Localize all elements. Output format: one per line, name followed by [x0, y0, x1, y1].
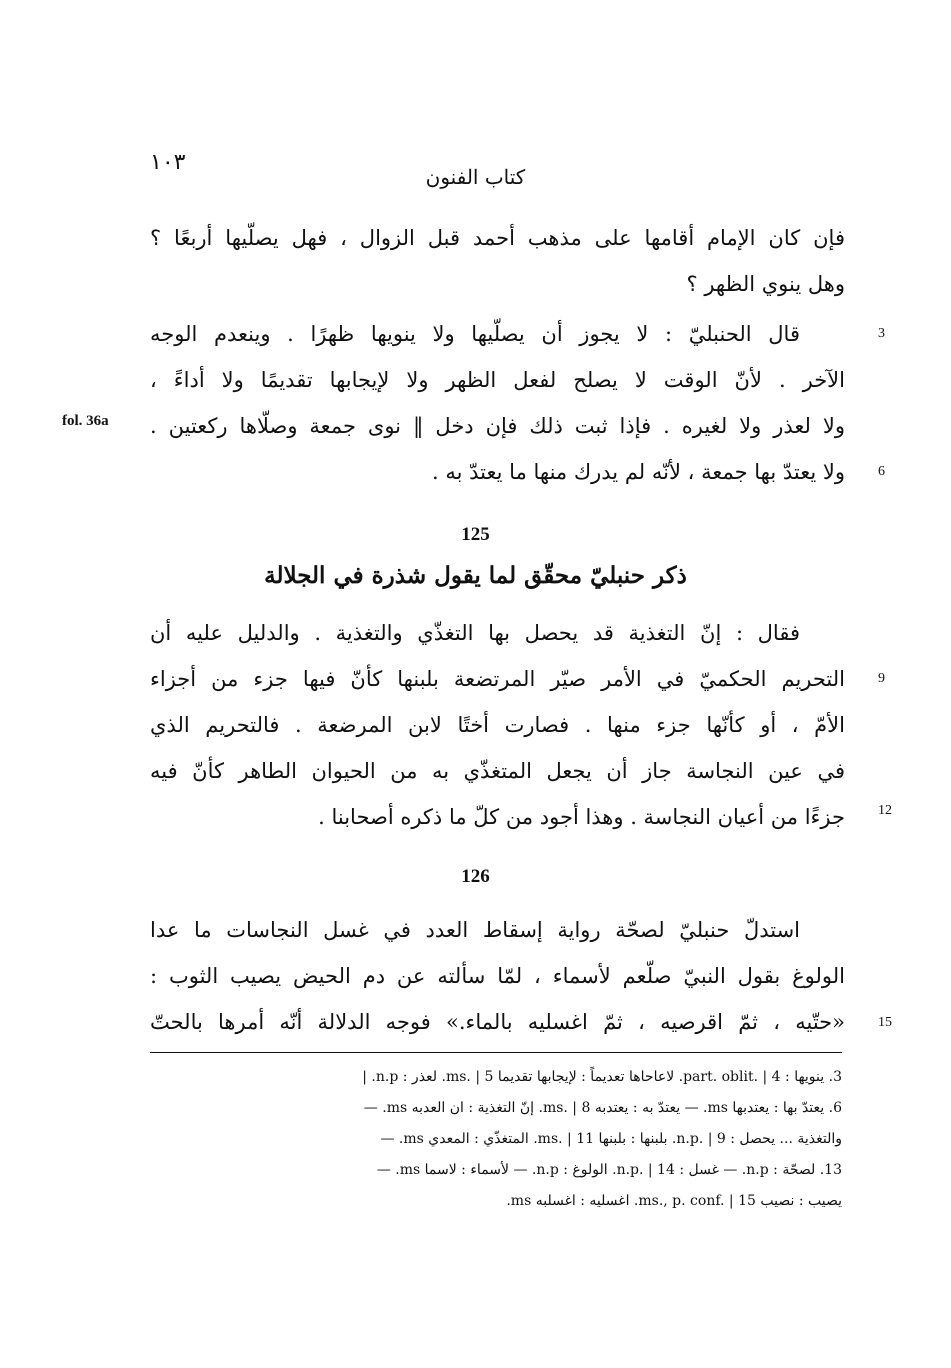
text-line: قال الحنبليّ : لا يجوز أن يصلّيها ولا ينويها ظهرًا . وينعدم الوجه: [150, 322, 800, 346]
text-line: «حتّيه ، ثمّ اقرصيه ، ثمّ اغسليه بالماء.» فوجه الدلالة أنّه أمرها بالحتّ: [150, 1010, 845, 1034]
section-number-126: 126: [461, 866, 490, 887]
footnote-line: والتغذية ... يحصل : n.p. | 9. بلبنها : بلبنها ms. | 11. المتغذّي : المعدي ms. —: [380, 1131, 842, 1147]
section-title-125: ذكر حنبليّ محقّق لما يقول شذرة في الجلالة: [264, 562, 687, 589]
text-line: التحريم الحكميّ في الأمر صيّر المرتضعة بلبنها كأنّ فيها جزء من أجزاء: [150, 667, 845, 691]
page-number: ١٠٣: [150, 150, 186, 175]
text-line: وهل ينوي الظهر ؟: [686, 272, 845, 296]
text-line: استدلّ حنبليّ لصحّة رواية إسقاط العدد في غسل النجاسات ما عدا: [150, 918, 800, 942]
section-125-paragraph: [150, 610, 845, 840]
line-number: 15: [878, 1015, 892, 1030]
text-line: ولا يعتدّ بها جمعة ، لأنّه لم يدرك منها ما يعتدّ به .: [432, 460, 845, 484]
footnote-line: يصيب : نصيب ms., p. conf. | 15. اغسليه : اغسلبه ms.: [506, 1193, 842, 1209]
footnote-divider: [150, 1052, 842, 1053]
text-line: الولوغ بقول النبيّ صلّعم لأسماء ، لمّا سألته عن دم الحيض يصيب الثوب :: [150, 964, 845, 988]
section-124-paragraph-1: [150, 215, 845, 307]
footnote-line: 13. لصحّة : n.p. — غسل : n.p. | 14. الولوغ : n.p. — لأسماء : لاسما ms. —: [376, 1162, 842, 1178]
footnote-line: 3. ينويها : part. oblit. | 4. لاعاحاها تعديماً : لإيجابها تقديما ms. | 5. لعذر : n.p. |: [362, 1069, 842, 1085]
text-line: الآخر . لأنّ الوقت لا يصلح لفعل الظهر ولا لإيجابها تقديمًا ولا أداءً ،: [150, 368, 845, 392]
text-line: فإن كان الإمام أقامها على مذهب أحمد قبل الزوال ، فهل يصلّيها أربعًا ؟: [150, 226, 845, 250]
line-number: 9: [878, 671, 885, 686]
footnote-line: 6. يعتدّ بها : يعتدبها ms. — يعتدّ به : يعتدبه ms. | 8. إنّ التغذية : ان العدبه ms. —: [363, 1100, 842, 1116]
folio-mark: fol. 36a: [62, 413, 109, 429]
text-line: فقال : إنّ التغذية قد يحصل بها التغذّي والتغذية . والدليل عليه أن: [150, 621, 800, 645]
section-124-paragraph-2: [150, 311, 845, 495]
line-number: 6: [878, 464, 885, 479]
section-number-125: 125: [461, 524, 490, 545]
text-line: في عين النجاسة جاز أن يجعل المتغذّي به من الحيوان الطاهر كأنّ فيه: [150, 759, 845, 783]
text-line: جزءًا من أعيان النجاسة . وهذا أجود من كلّ ما ذكره أصحابنا .: [318, 805, 845, 829]
section-126-paragraph: [150, 907, 845, 1045]
line-number: 3: [878, 326, 885, 341]
text-line: الأمّ ، أو كأنّها جزء منها . فصارت أختًا لابن المرضعة . فالتحريم الذي: [150, 713, 845, 737]
line-number: 12: [878, 803, 892, 818]
critical-apparatus: [150, 1062, 842, 1217]
running-head: كتاب الفنون: [425, 165, 526, 189]
text-line: ولا لعذر ولا لغيره . فإذا ثبت ذلك فإن دخل ‖ نوى جمعة وصلّاها ركعتين .: [150, 414, 845, 438]
